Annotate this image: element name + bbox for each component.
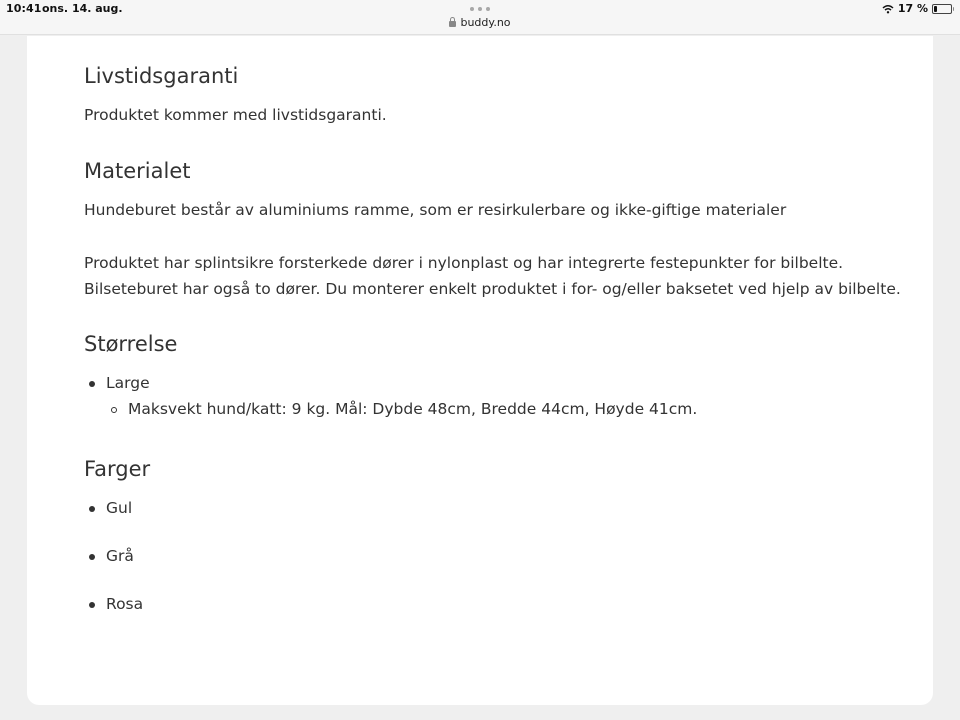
size-subitem xyxy=(128,400,697,418)
color-item-gra xyxy=(106,547,134,565)
size-heading: Størrelse xyxy=(84,332,178,356)
hollow-bullet-icon xyxy=(111,407,117,413)
battery-icon xyxy=(932,4,952,14)
url-text[interactable]: buddy.no xyxy=(460,16,511,29)
content-card xyxy=(27,36,933,705)
material-heading: Materialet xyxy=(84,159,191,183)
status-indicators xyxy=(882,2,952,15)
color-item-label: Grå xyxy=(106,547,134,565)
bullet-icon xyxy=(89,602,95,608)
color-item-label: Gul xyxy=(106,499,133,517)
material-paragraph-1: Hundeburet består av aluminiums ramme, som er resirkulerbare og ikke-giftige materialer xyxy=(84,201,787,219)
color-item-gul xyxy=(106,499,132,517)
size-item-large xyxy=(106,374,150,392)
bullet-icon xyxy=(89,506,95,512)
address-bar[interactable] xyxy=(0,16,960,29)
size-subitem-label: Maksvekt hund/katt: 9 kg. Mål: Dybde 48cm, Bredde 44cm, Høyde 41cm. xyxy=(128,400,698,418)
bullet-icon xyxy=(89,381,95,387)
battery-percent: 17 % xyxy=(897,2,928,15)
color-item-label: Rosa xyxy=(106,595,144,613)
status-bar xyxy=(0,0,960,35)
color-item-rosa xyxy=(106,595,143,613)
colors-heading: Farger xyxy=(84,457,151,481)
material-paragraph-2-line-1: Produktet har splintsikre forsterkede dører i nylonplast og har integrerte festepunkter for bilbelte. xyxy=(84,254,844,272)
bullet-icon xyxy=(89,554,95,560)
warranty-text: Produktet kommer med livstidsgaranti. xyxy=(84,106,387,124)
status-time: 10:41 xyxy=(6,2,42,15)
material-paragraph-2-line-2: Bilseteburet har også to dører. Du monterer enkelt produktet i for- og/eller baksetet ved hjelp av bilbelte. xyxy=(84,280,901,298)
lock-icon xyxy=(449,21,456,27)
more-dots-icon[interactable] xyxy=(470,7,490,11)
warranty-heading: Livstidsgaranti xyxy=(84,64,239,88)
size-item-label: Large xyxy=(106,374,150,392)
wifi-icon xyxy=(882,4,894,14)
status-date: ons. 14. aug. xyxy=(42,2,123,15)
